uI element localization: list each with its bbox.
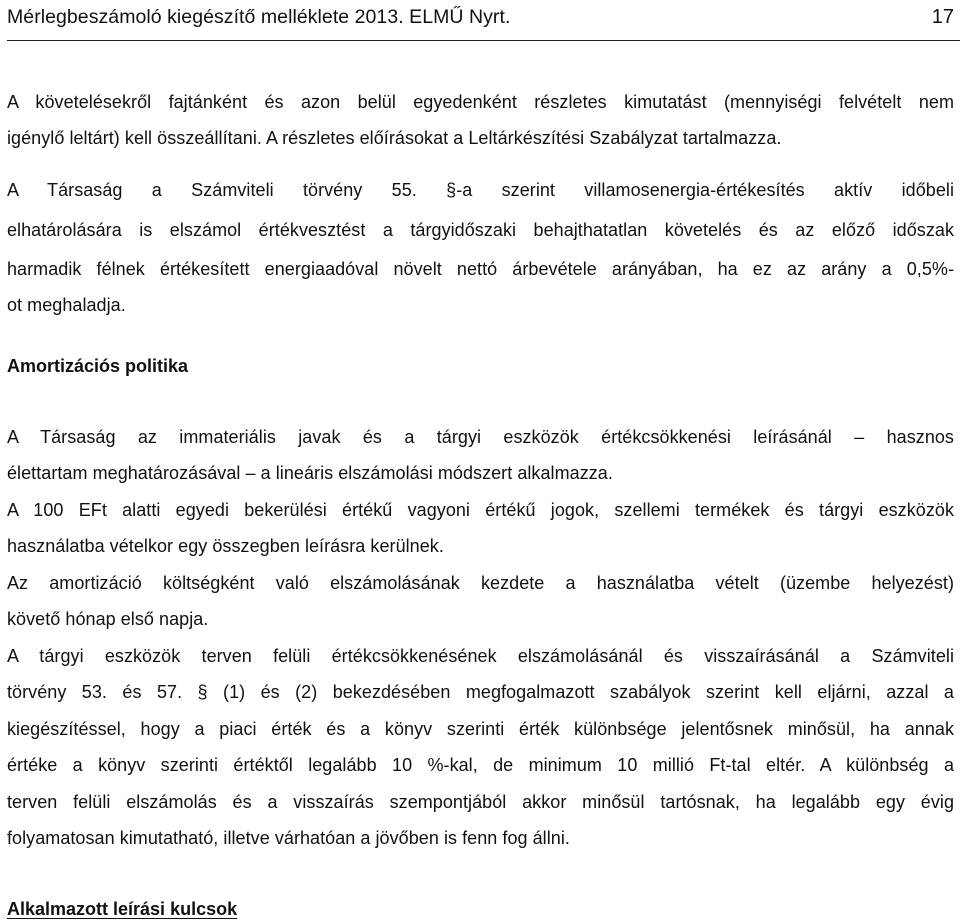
paragraph-6-line-2: törvény 53. és 57. § (1) és (2) bekezdésében megfogalmazott szabályok szerint kell eljárni, azzal a	[7, 682, 954, 702]
page-header	[7, 4, 960, 40]
paragraph-6-line-4: értéke a könyv szerinti értéktől legalább 10 %-kal, de minimum 10 millió Ft-tal eltér. A különbség a	[7, 755, 954, 775]
paragraph-5-line-2: követő hónap első napja.	[7, 609, 209, 629]
section-heading-depreciation-rates: Alkalmazott leírási kulcsok	[7, 899, 238, 919]
paragraph-1-line-2: igénylő leltárt) kell összeállítani. A részletes előírásokat a Leltárkészítési Szabályzat tartalmazza.	[7, 128, 782, 148]
paragraph-3-line-2: élettartam meghatározásával – a lineáris elszámolási módszert alkalmazza.	[7, 463, 613, 483]
paragraph-6-line-3: kiegészítéssel, hogy a piaci érték és a könyv szerinti érték különbsége jelentősnek minősül, ha annak	[7, 719, 954, 739]
paragraph-5-line-1: Az amortizáció költségként való elszámolásának kezdete a használatba vételt (üzembe helyezést)	[7, 573, 954, 593]
paragraph-6-line-6: folyamatosan kimutatható, illetve várhatóan a jövőben is fenn fog állni.	[7, 828, 570, 848]
section-heading-amortization: Amortizációs politika	[7, 356, 189, 376]
page-number: 17	[931, 6, 954, 28]
paragraph-4-line-1: A 100 EFt alatti egyedi bekerülési értékű vagyoni értékű jogok, szellemi termékek és tárgyi eszközök	[7, 500, 954, 520]
paragraph-2-line-2: elhatárolására is elszámol értékvesztést a tárgyidőszaki behajthatatlan követelés és az előző időszak	[7, 220, 954, 240]
paragraph-6-line-1: A tárgyi eszközök terven felüli értékcsökkenésének elszámolásánál és visszaírásánál a Számviteli	[7, 646, 954, 666]
paragraph-2-line-4: ot meghaladja.	[7, 295, 126, 315]
paragraph-2-line-1: A Társaság a Számviteli törvény 55. §-a szerint villamosenergia-értékesítés aktív időbeli	[7, 180, 954, 200]
document-title: Mérlegbeszámoló kiegészítő melléklete 2013. ELMŰ Nyrt.	[7, 6, 511, 28]
paragraph-6-line-5: terven felüli elszámolás és a visszaírás szempontjából akkor minősül tartósnak, ha legalább egy évig	[7, 792, 954, 812]
paragraph-1-line-1: A követelésekről fajtánként és azon belül egyedenként részletes kimutatást (mennyiségi felvételt nem	[7, 92, 954, 112]
paragraph-2-line-3: harmadik félnek értékesített energiaadóval növelt nettó árbevétele arányában, ha ez az arány a 0,5%-	[7, 259, 954, 279]
paragraph-4-line-2: használatba vételkor egy összegben leírásra kerülnek.	[7, 536, 444, 556]
header-divider	[7, 40, 960, 41]
paragraph-3-line-1: A Társaság az immateriális javak és a tárgyi eszközök értékcsökkenési leírásánál – hasznos	[7, 427, 954, 447]
